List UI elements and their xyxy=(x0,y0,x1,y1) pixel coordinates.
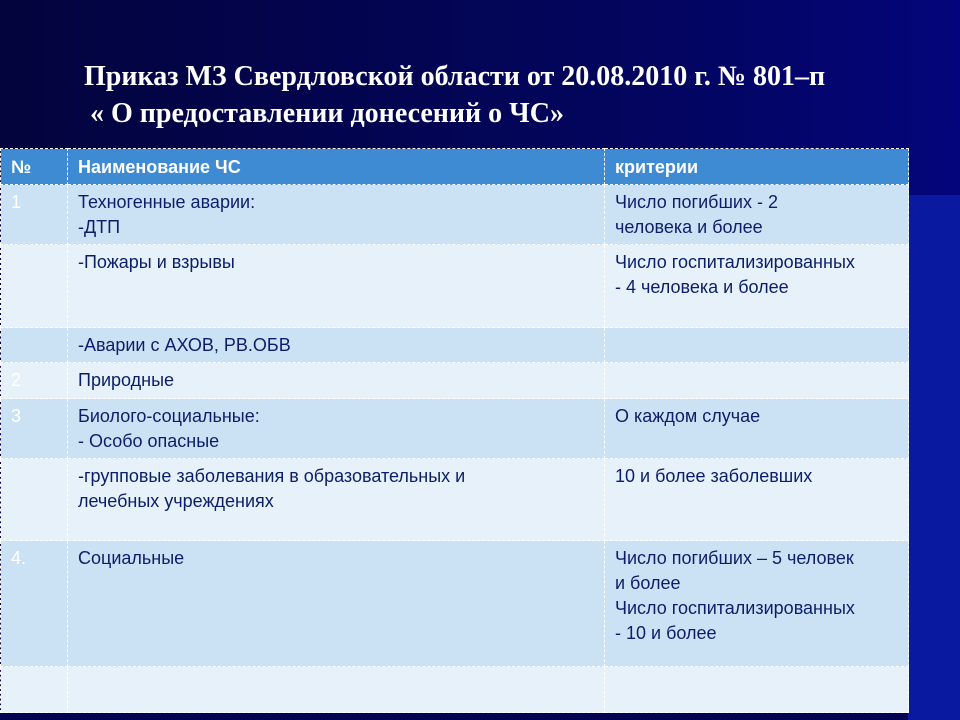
table-row xyxy=(1,363,909,399)
slide-title-line-1: Приказ МЗ Свердловской области от 20.08.2010 г. № 801–п xyxy=(84,61,826,92)
row-criteria xyxy=(605,363,909,399)
row-criteria: Число погибших - 2 человека и более xyxy=(605,185,909,245)
header-number: № xyxy=(1,149,68,185)
row-name: Природные xyxy=(68,363,605,399)
table-row xyxy=(1,399,909,459)
slide-title xyxy=(84,58,944,132)
row-number: 4. xyxy=(1,541,68,667)
row-criteria: Число госпитализированных - 4 человека и более xyxy=(605,245,909,328)
row-number: 1 xyxy=(1,185,68,245)
row-criteria: 10 и более заболевших xyxy=(605,459,909,541)
row-name: -групповые заболевания в образовательных и лечебных учреждениях xyxy=(68,459,605,541)
table-row xyxy=(1,185,909,245)
emergency-criteria-table xyxy=(0,148,909,713)
row-name: -Пожары и взрывы xyxy=(68,245,605,328)
row-number xyxy=(1,459,68,541)
table-header-row xyxy=(1,149,909,185)
header-emergency-name: Наименование ЧС xyxy=(68,149,605,185)
right-accent-band xyxy=(908,195,960,720)
header-criteria: критерии xyxy=(605,149,909,185)
slide-title-line-2: « О предоставлении донесений о ЧС» xyxy=(90,98,564,129)
row-criteria: О каждом случае xyxy=(605,399,909,459)
row-number: 2 xyxy=(1,363,68,399)
row-number xyxy=(1,667,68,713)
row-criteria xyxy=(605,328,909,363)
row-criteria xyxy=(605,667,909,713)
row-name: Биолого-социальные: - Особо опасные xyxy=(68,399,605,459)
row-name xyxy=(68,667,605,713)
table-row xyxy=(1,328,909,363)
row-name: Техногенные аварии: -ДТП xyxy=(68,185,605,245)
table-row xyxy=(1,459,909,541)
row-number xyxy=(1,245,68,328)
table-row xyxy=(1,245,909,328)
row-criteria: Число погибших – 5 человек и более Число госпитализированных - 10 и более xyxy=(605,541,909,667)
row-name: -Аварии с АХОВ, РВ.ОБВ xyxy=(68,328,605,363)
row-name: Социальные xyxy=(68,541,605,667)
table-row xyxy=(1,667,909,713)
row-number: 3 xyxy=(1,399,68,459)
table-row xyxy=(1,541,909,667)
row-number xyxy=(1,328,68,363)
